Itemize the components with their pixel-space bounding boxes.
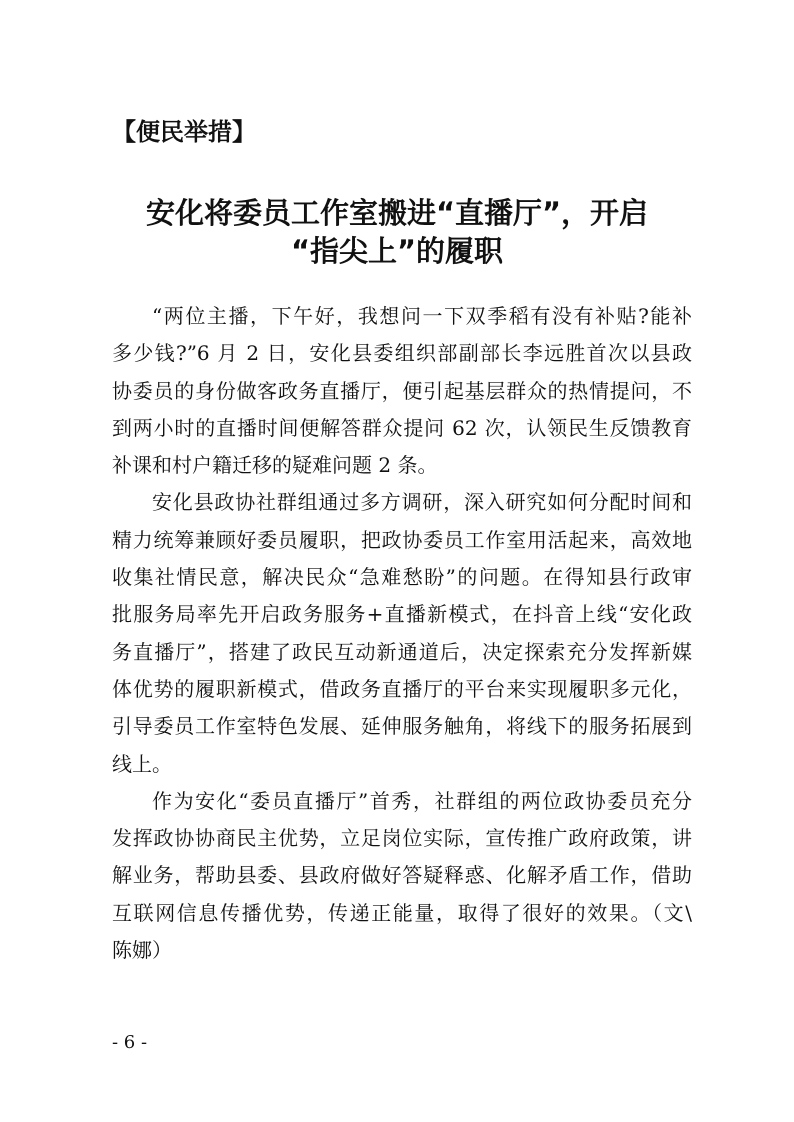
title-line: “指尖上”的履职 [290, 234, 504, 268]
text-line: 协委员的身份做客政务直播厅，便引起基层群众的热情提问，不 [112, 378, 692, 403]
paragraph [112, 783, 692, 969]
text-line: 陈娜） [112, 938, 172, 963]
text-line: 安化县政协社群组通过多方调研，深入研究如何分配时间和 [152, 490, 692, 515]
text-line: 到两小时的直播时间便解答群众提问 62 次，认领民生反馈教育 [112, 415, 692, 440]
page-number: - 6 - [112, 1032, 148, 1053]
article-body [112, 298, 692, 969]
text-line: “两位主播，下午好，我想问一下双季稻有没有补贴?能补 [152, 304, 692, 328]
text-line: 互联网信息传播优势，传递正能量，取得了很好的效果。（文\ [112, 900, 692, 925]
text-line: 线上。 [112, 751, 172, 776]
text-line: 务直播厅”，搭建了政民互动新通道后，决定探索充分发挥新媒 [112, 639, 692, 664]
text-line: 批服务局率先开启政务服务+直播新模式，在抖音上线“安化政 [112, 602, 692, 627]
text-line: 收集社情民意，解决民众“急难愁盼”的问题。在得知县行政审 [112, 565, 692, 590]
section-tag: 【便民举措】 [112, 118, 256, 146]
text-line: 引导委员工作室特色发展、延伸服务触角，将线下的服务拓展到 [112, 714, 692, 739]
text-line: 补课和村户籍迁移的疑难问题 2 条。 [112, 453, 438, 478]
text-line: 体优势的履职新模式，借政务直播厅的平台来实现履职多元化， [112, 676, 692, 701]
text-line: 解业务，帮助县委、县政府做好答疑释惑、化解矛盾工作，借助 [112, 863, 692, 888]
paragraph [112, 298, 692, 484]
paragraph [112, 484, 692, 782]
text-line: 发挥政协协商民主优势，立足岗位实际，宣传推广政府政策，讲 [112, 826, 692, 851]
text-line: 精力统筹兼顾好委员履职，把政协委员工作室用活起来，高效地 [112, 527, 692, 552]
text-line: 多少钱?”6 月 2 日，安化县委组织部副部长李远胜首次以县政 [112, 341, 692, 366]
article-title [100, 194, 694, 270]
text-line: 作为安化“委员直播厅”首秀，社群组的两位政协委员充分 [152, 788, 692, 813]
title-line: 安化将委员工作室搬进“直播厅”，开启 [145, 196, 649, 230]
